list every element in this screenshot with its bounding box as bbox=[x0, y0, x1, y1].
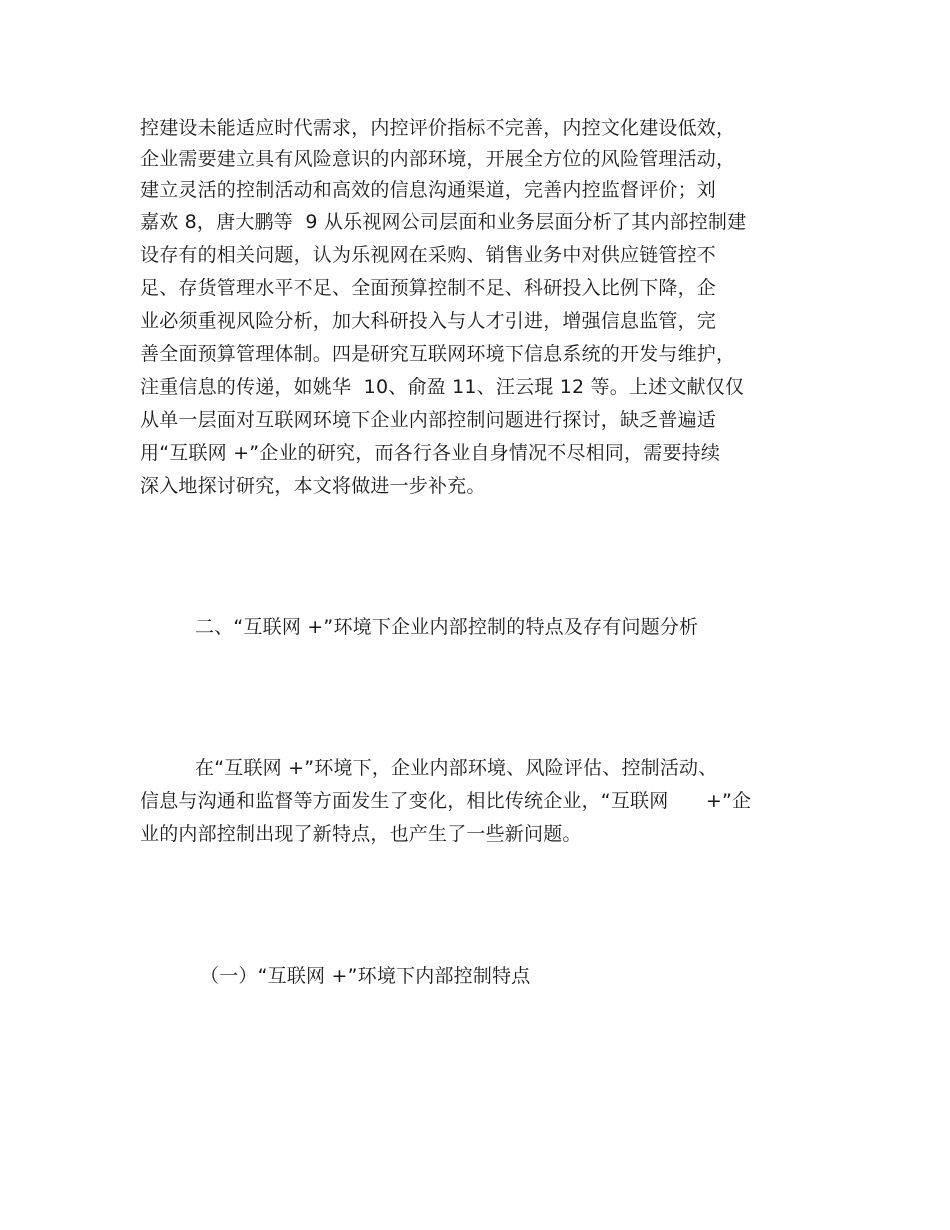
paragraph-line: 足、存货管理水平不足、全面预算控制不足、科研投入比例下降，企 bbox=[140, 277, 717, 299]
paragraph-line: 建立灵活的控制活动和高效的信息沟通渠道，完善内控监督评价；刘 bbox=[140, 179, 717, 201]
subsection-heading: （一）“互联网 +”环境下内部控制特点 bbox=[200, 965, 531, 987]
paragraph-line: 善全面预算管理体制。四是研究互联网环境下信息系统的开发与维护， bbox=[140, 343, 736, 365]
paragraph-line: 在“互联网 +”环境下，企业内部环境、风险评估、控制活动、 bbox=[195, 757, 718, 779]
paragraph-line: 企业需要建立具有风险意识的内部环境，开展全方位的风险管理活动， bbox=[140, 148, 736, 170]
paragraph-line: 从单一层面对互联网环境下企业内部控制问题进行探讨，缺乏普遍适 bbox=[140, 409, 717, 431]
paragraph-line: 业必须重视风险分析，加大科研投入与人才引进，增强信息监管，完 bbox=[140, 310, 717, 332]
paragraph-line: 嘉欢 8，唐大鹏等 9 从乐视网公司层面和业务层面分析了其内部控制建 bbox=[140, 211, 747, 233]
paragraph-line: 深入地探讨研究，本文将做进一步补充。 bbox=[140, 475, 486, 497]
section-heading: 二、“互联网 +”环境下企业内部控制的特点及存有问题分析 bbox=[195, 616, 699, 638]
paragraph-line: 注重信息的传递，如姚华 10、俞盈 11、汪云琨 12 等。上述文献仅仅 bbox=[140, 376, 745, 398]
paragraph-line: 设存有的相关问题，认为乐视网在采购、销售业务中对供应链管控不 bbox=[140, 244, 717, 266]
paragraph-line: 控建设未能适应时代需求，内控评价指标不完善，内控文化建设低效， bbox=[140, 117, 736, 139]
paragraph-line: 信息与沟通和监督等方面发生了变化，相比传统企业，“互联网 +”企 bbox=[140, 790, 752, 812]
paragraph-line: 业的内部控制出现了新特点，也产生了一些新问题。 bbox=[140, 823, 582, 845]
paragraph-line: 用“互联网 +”企业的研究，而各行各业自身情况不尽相同，需要持续 bbox=[140, 442, 721, 464]
